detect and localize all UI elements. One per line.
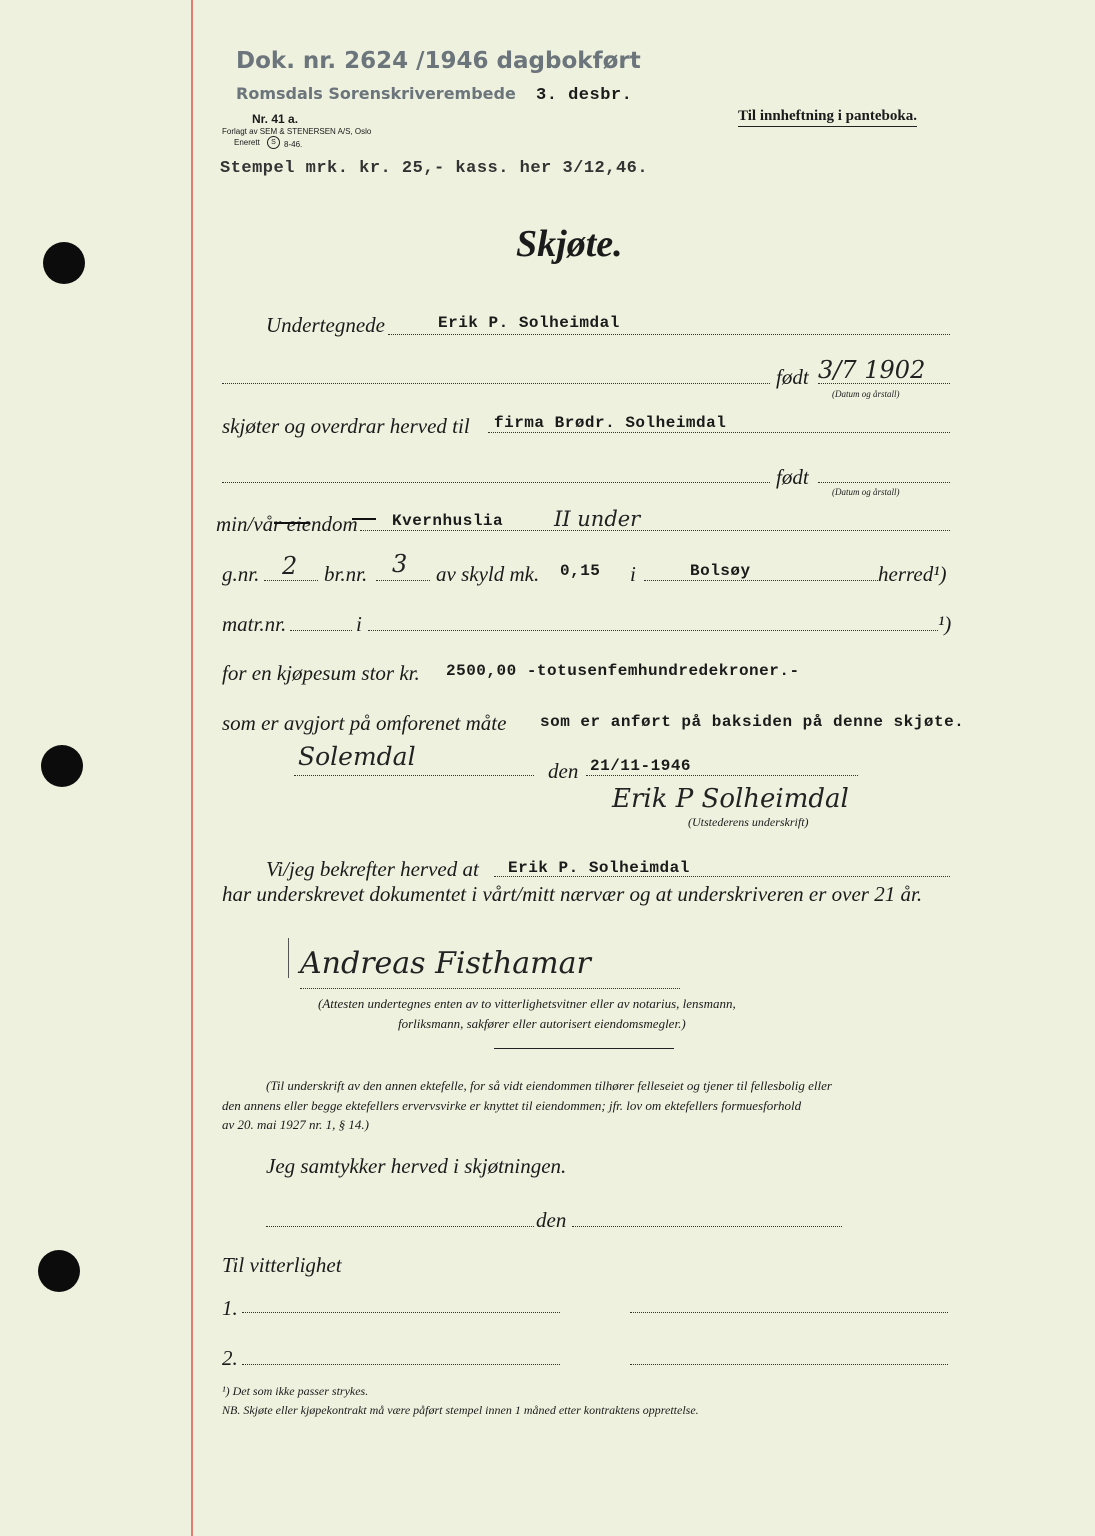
- punch-hole: [38, 1250, 80, 1292]
- witness-1-line-2: [630, 1312, 948, 1313]
- strike-mark: [274, 522, 310, 524]
- matr-label: matr.nr.: [222, 612, 287, 636]
- seller-born-caption: (Datum og årstall): [832, 389, 900, 399]
- bnr-value: 3: [392, 550, 408, 578]
- witness-signature: Andreas Fisthamar: [300, 946, 591, 981]
- footnote-2: NB. Skjøte eller kjøpekontrakt må være påført stempel innen 1 måned etter kontraktens opprettelse.: [222, 1403, 699, 1417]
- attest-caption-2: forliksmann, sakfører eller autorisert eiendomsmegler.): [398, 1016, 686, 1031]
- seller-born-value: 3/7 1902: [818, 356, 926, 384]
- buyer-born-label: født: [776, 465, 809, 489]
- attest-caption-1: (Attesten undertegnes enten av to vitterlighetsvitner eller av notarius, lensmann,: [318, 996, 736, 1011]
- buyer-born-caption: (Datum og årstall): [832, 487, 900, 497]
- seller-name: Erik P. Solheimdal: [438, 314, 620, 332]
- buyer-line-2: [222, 482, 770, 483]
- buyer-label: skjøter og overdrar herved til: [222, 414, 470, 438]
- footnote-1: ¹) Det som ikke passer strykes.: [222, 1384, 369, 1398]
- seller-born-line: [818, 383, 950, 384]
- buyer-line: [488, 432, 950, 433]
- herred-value: Bolsøy: [690, 562, 751, 580]
- margin-line: [191, 0, 193, 1536]
- buyer-born-line: [818, 482, 950, 483]
- matr-footnote-mark: ¹): [938, 612, 952, 636]
- gnr-value: 2: [282, 552, 298, 580]
- seller-born-label: født: [776, 365, 809, 389]
- witness-1-line: [242, 1312, 560, 1313]
- signature-caption: (Utstederens underskrift): [688, 815, 809, 829]
- payment-label: som er avgjort på omforenet måte: [222, 711, 507, 735]
- consent-date-label: den: [536, 1208, 567, 1232]
- buyer-name: firma Brødr. Solheimdal: [494, 414, 727, 432]
- date-value: 21/11-1946: [590, 757, 692, 775]
- punch-hole: [43, 242, 85, 284]
- witness-label: Vi/jeg bekrefter herved at: [266, 857, 479, 881]
- court-stamp: Romsdals Sorenskriverembede: [236, 84, 516, 103]
- witnesses-title: Til vitterlighet: [222, 1253, 342, 1277]
- spouse-note-2: den annens eller begge ektefellers ervervsvirke er knyttet til eiendommen; jfr. lov om ektefellers formuesforhold: [222, 1098, 802, 1113]
- price-amount: 2500,00 -totusenfemhundredekroner.-: [446, 662, 800, 680]
- publisher-line: Forlagt av SEM & STENERSEN A/S, Oslo: [222, 127, 372, 136]
- witness-statement: har underskrevet dokumentet i vårt/mitt nærvær og at underskriveren er over 21 år.: [222, 882, 923, 906]
- stamp-date: 3. desbr.: [536, 86, 633, 105]
- pen-stroke: [288, 938, 289, 978]
- gnr-label: g.nr.: [222, 562, 260, 586]
- witness-2-number: 2.: [222, 1346, 238, 1370]
- punch-hole: [41, 745, 83, 787]
- bnr-label: br.nr.: [324, 562, 368, 586]
- consent-date-line: [572, 1226, 842, 1227]
- stamp-duty-line: Stempel mrk. kr. 25,- kass. her 3/12,46.: [220, 159, 649, 178]
- form-number: Nr. 41 a.: [252, 112, 299, 126]
- matr-line-2: [368, 630, 938, 631]
- publisher-rights: Enerett: [234, 138, 260, 147]
- seller-signature: Erik P Solheimdal: [612, 784, 849, 814]
- matr-line: [290, 630, 352, 631]
- property-line: [360, 530, 950, 531]
- witness-2-line-2: [630, 1364, 948, 1365]
- property-handwritten: II under: [554, 507, 641, 531]
- matr-i-label: i: [356, 612, 362, 636]
- consent-text: Jeg samtykker herved i skjøtningen.: [266, 1154, 567, 1178]
- binding-note: Til innheftning i panteboka.: [738, 108, 917, 127]
- seller-line: [388, 334, 950, 335]
- strike-mark: [352, 518, 376, 520]
- date-line: [586, 775, 858, 776]
- bnr-line: [376, 580, 430, 581]
- registration-stamp: Dok. nr. 2624 /1946 dagbokført: [236, 48, 641, 74]
- document-title: Skjøte.: [516, 223, 623, 265]
- separator: [494, 1048, 674, 1049]
- witness-signature-line: [300, 988, 680, 989]
- price-label: for en kjøpesum stor kr.: [222, 661, 420, 685]
- copyright-icon: S: [267, 136, 280, 149]
- seller-line-2: [222, 383, 770, 384]
- skyld-label: av skyld mk.: [436, 562, 540, 586]
- date-label: den: [548, 759, 579, 783]
- witness-subject: Erik P. Solheimdal: [508, 859, 690, 877]
- payment-value: som er anført på baksiden på denne skjøte.: [540, 713, 965, 731]
- property-name: Kvernhuslia: [392, 512, 504, 530]
- property-label: min/vår eiendom: [216, 512, 358, 536]
- herred-label: herred¹): [878, 562, 947, 586]
- consent-place-line: [266, 1226, 534, 1227]
- gnr-line: [264, 580, 318, 581]
- witness-1-number: 1.: [222, 1296, 238, 1320]
- spouse-note-1: (Til underskrift av den annen ektefelle, for så vidt eiendommen tilhører felleseiet og tjener til fellesbolig eller: [266, 1078, 832, 1093]
- spouse-note-3: av 20. mai 1927 nr. 1, § 14.): [222, 1117, 369, 1132]
- witness-2-line: [242, 1364, 560, 1365]
- place-line: [294, 775, 534, 776]
- skyld-value: 0,15: [560, 562, 601, 580]
- publisher-code: 8-46.: [284, 140, 303, 149]
- herred-line: [644, 580, 878, 581]
- herred-i-label: i: [630, 562, 636, 586]
- place-handwritten: Solemdal: [298, 742, 416, 771]
- seller-label: Undertegnede: [266, 313, 385, 337]
